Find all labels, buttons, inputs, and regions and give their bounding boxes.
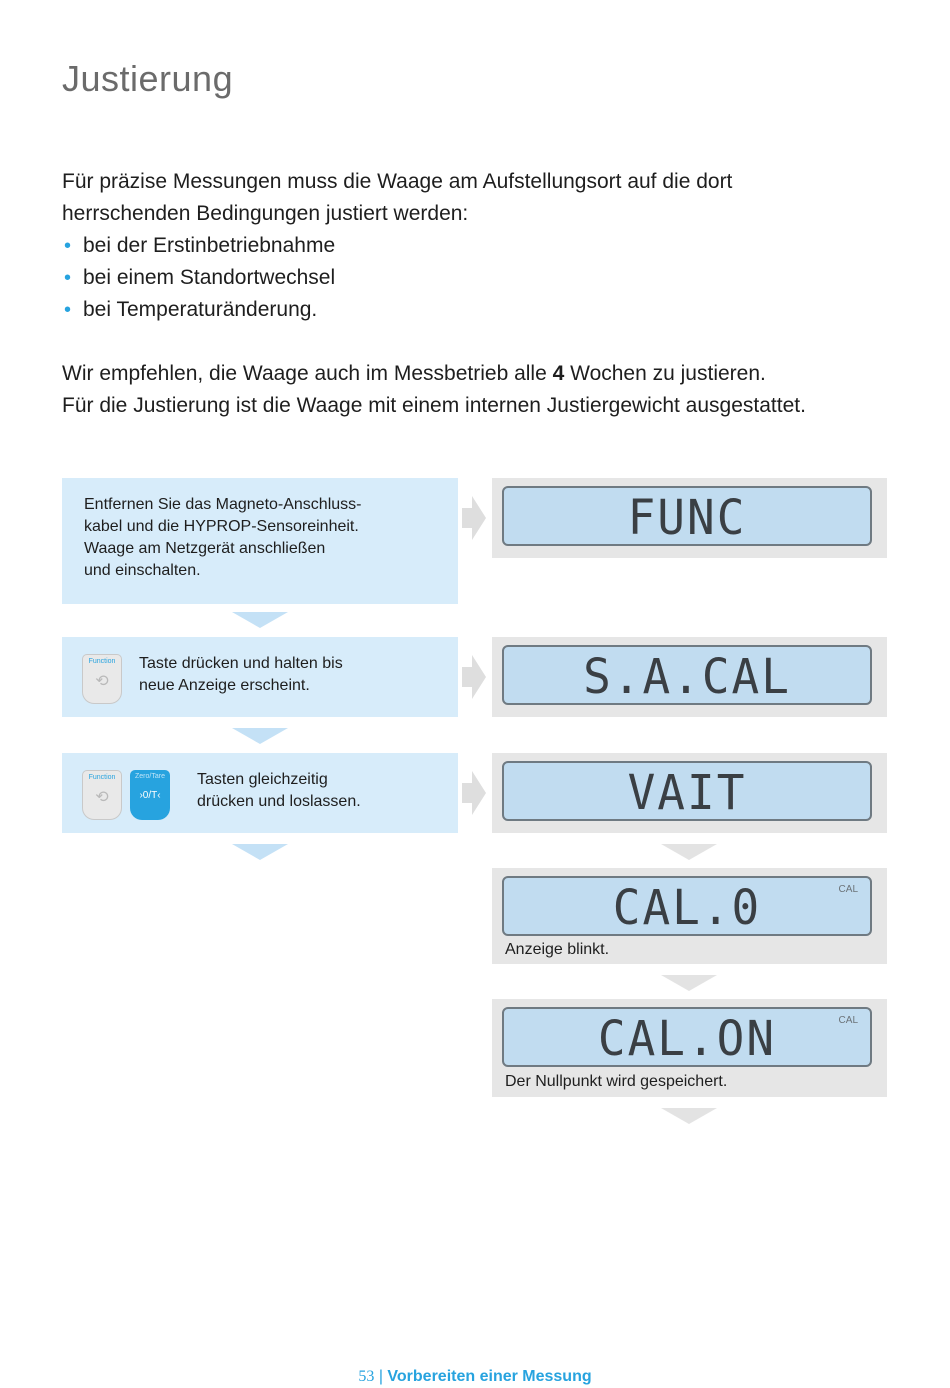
bullet-icon: • (64, 235, 72, 257)
arrow-down-icon (232, 612, 288, 628)
conditions-list (62, 230, 902, 326)
list-item: • bei Temperaturänderung. (62, 294, 902, 326)
lcd-display (502, 761, 872, 821)
zero-tare-key-icon: Zero/Tare ›0/T‹ (130, 770, 170, 820)
intro-text (62, 166, 902, 422)
arrow-down-icon (661, 975, 717, 991)
function-key-icon: Function ⟲ (82, 654, 122, 704)
display-2-panel (492, 637, 887, 717)
intro-line-2: herrschenden Bedingungen justiert werden: (62, 202, 469, 225)
display-5-caption: Der Nullpunkt wird gespeichert. (505, 1073, 728, 1090)
lcd-display (502, 645, 872, 705)
interval-weeks: 4 (552, 362, 565, 385)
intro-line-1: Für präzise Messungen muss die Waage am Aufstellungsort auf die dort (62, 170, 733, 193)
list-item: • bei der Erstinbetriebnahme (62, 230, 902, 262)
intro-last-line: Für die Justierung ist die Waage mit einem internen Justiergewicht ausgestattet. (62, 394, 806, 417)
step-1-box (62, 478, 458, 604)
arrow-down-icon (232, 728, 288, 744)
cal-indicator: CAL (838, 884, 858, 895)
display-readout: CAL.ON (597, 1009, 777, 1067)
display-4-panel (492, 868, 887, 964)
arrow-right-icon (462, 783, 472, 803)
arrow-right-icon (472, 655, 486, 699)
display-3-panel (492, 753, 887, 833)
display-readout: CAL.0 (612, 878, 762, 936)
step-2-box (62, 637, 458, 717)
list-item: • bei einem Standortwechsel (62, 262, 902, 294)
function-key-icon: Function ⟲ (82, 770, 122, 820)
arrow-right-icon (472, 771, 486, 815)
step-3-text: Tasten gleichzeitig drücken und loslassen. (197, 771, 361, 810)
cal-indicator: CAL (838, 1015, 858, 1026)
step-3-box (62, 753, 458, 833)
arrow-down-icon (232, 844, 288, 860)
page-footer (0, 1368, 950, 1386)
lcd-display (502, 876, 872, 936)
arrow-right-icon (472, 496, 486, 540)
step-2-text: Taste drücken und halten bis neue Anzeige erscheint. (139, 655, 343, 694)
arrow-right-icon (462, 667, 472, 687)
lcd-display (502, 486, 872, 546)
page-number: 53 (358, 1368, 375, 1385)
bullet-icon: • (64, 299, 72, 321)
arrow-down-icon (661, 844, 717, 860)
footer-separator: | (378, 1368, 383, 1385)
arrow-right-icon (462, 508, 472, 528)
display-1-panel (492, 478, 887, 558)
display-5-panel (492, 999, 887, 1097)
lcd-display (502, 1007, 872, 1067)
step-1-text: Entfernen Sie das Magneto-Anschluss- kabel und die HYPROP-Sensoreinheit. Waage am Netzgerät anschließen und einschalten. (84, 496, 362, 579)
display-4-caption: Anzeige blinkt. (505, 941, 610, 958)
bullet-icon: • (64, 267, 72, 289)
section-title: Vorbereiten einer Messung (387, 1368, 592, 1385)
page-title: Justierung (62, 58, 234, 99)
recommendation: Wir empfehlen, die Waage auch im Messbetrieb alle 4 Wochen zu justieren. (62, 362, 766, 385)
display-readout: VAIT (627, 763, 747, 821)
display-readout: S.A.CAL (583, 647, 791, 705)
display-readout: FUNC (627, 488, 747, 546)
arrow-down-icon (661, 1108, 717, 1124)
